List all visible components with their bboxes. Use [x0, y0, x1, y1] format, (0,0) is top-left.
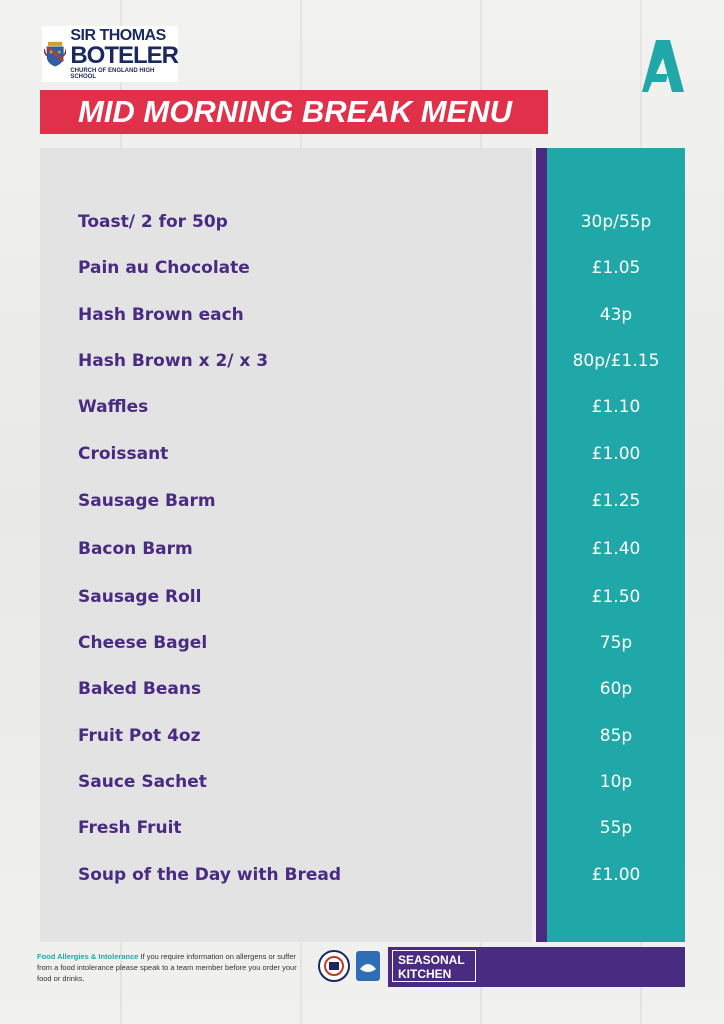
- item-price: £1.50: [591, 587, 641, 607]
- item-price: £1.10: [591, 397, 641, 417]
- seasonal-kitchen-logo: [392, 950, 476, 982]
- food-for-life-badge-icon: [318, 950, 350, 982]
- item-price: 80p/£1.15: [572, 351, 660, 371]
- item-name: Soup of the Day with Bread: [78, 865, 342, 885]
- item-price: £1.00: [591, 865, 641, 885]
- menu-row: [0, 534, 724, 564]
- item-name: Croissant: [78, 444, 169, 464]
- brand-a-logo-icon: [642, 40, 684, 92]
- item-name: Hash Brown x 2/ x 3: [78, 351, 269, 371]
- menu-row: [0, 628, 724, 658]
- item-price: £1.00: [591, 444, 641, 464]
- item-name: Toast/ 2 for 50p: [78, 212, 228, 232]
- item-name: Fresh Fruit: [78, 818, 182, 838]
- item-price: 30p/55p: [580, 212, 652, 232]
- item-price: 43p: [599, 305, 633, 325]
- item-name: Hash Brown each: [78, 305, 244, 325]
- menu-row: [0, 813, 724, 843]
- school-logo: [42, 26, 178, 82]
- seasonal-line2: KITCHEN: [398, 967, 452, 981]
- menu-row: [0, 207, 724, 237]
- logo-line1: SIR THOMAS: [70, 27, 166, 44]
- title-banner: [40, 90, 548, 134]
- item-name: Sausage Barm: [78, 491, 216, 511]
- menu-row: [0, 346, 724, 376]
- item-price: £1.40: [591, 539, 641, 559]
- menu-row: [0, 767, 724, 797]
- item-name: Waffles: [78, 397, 149, 417]
- logo-line3: CHURCH OF ENGLAND HIGH SCHOOL: [70, 68, 155, 80]
- msc-badge-icon: [356, 951, 380, 981]
- allergy-notice: [37, 951, 307, 984]
- item-price: £1.25: [591, 491, 641, 511]
- menu-row: [0, 582, 724, 612]
- menu-row: [0, 721, 724, 751]
- logo-line2: BOTELER: [70, 42, 178, 69]
- item-name: Sauce Sachet: [78, 772, 207, 792]
- menu-row: [0, 674, 724, 704]
- seasonal-line1: SEASONAL: [398, 953, 465, 967]
- item-name: Cheese Bagel: [78, 633, 208, 653]
- menu-row: [0, 860, 724, 890]
- menu-row: [0, 300, 724, 330]
- menu-row: [0, 439, 724, 469]
- item-price: 85p: [599, 726, 633, 746]
- allergy-notice-heading: Food Allergies & Intolerance: [37, 952, 139, 961]
- item-name: Fruit Pot 4oz: [78, 726, 201, 746]
- item-name: Bacon Barm: [78, 539, 193, 559]
- item-price: £1.05: [591, 258, 641, 278]
- item-price: 60p: [599, 679, 633, 699]
- page-title: MID MORNING BREAK MENU: [78, 94, 512, 129]
- item-price: 55p: [599, 818, 633, 838]
- item-name: Baked Beans: [78, 679, 202, 699]
- menu-row: [0, 486, 724, 516]
- item-price: 75p: [599, 633, 633, 653]
- item-name: Pain au Chocolate: [78, 258, 250, 278]
- allergy-notice-body: If you require information on allergens or suffer from a food intolerance please speak to a team member before you order your food or drinks.: [37, 952, 297, 983]
- item-price: 10p: [599, 772, 633, 792]
- item-name: Sausage Roll: [78, 587, 202, 607]
- menu-row: [0, 253, 724, 283]
- school-crest-icon: [44, 28, 66, 80]
- menu-row: [0, 392, 724, 422]
